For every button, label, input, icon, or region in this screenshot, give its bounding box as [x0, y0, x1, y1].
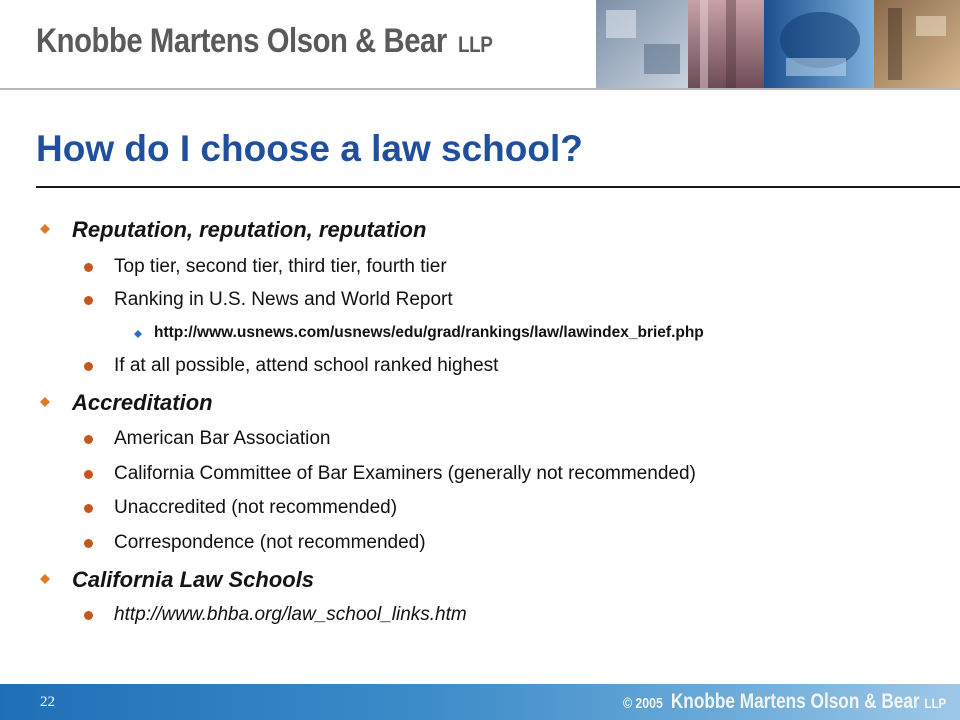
bullet-text: If at all possible, attend school ranked highest [114, 355, 499, 376]
bullet-text: Reputation, reputation, reputation [72, 217, 427, 242]
link-text[interactable]: http://www.usnews.com/usnews/edu/grad/rankings/law/lawindex_brief.php [154, 324, 704, 341]
diamond-bullet-icon [40, 224, 50, 234]
diamond-bullet-icon [40, 574, 50, 584]
diamond-bullet-icon [40, 397, 50, 407]
footer-brand-name: Knobbe Martens Olson & Bear [670, 690, 920, 713]
header-photo-collage [596, 0, 960, 88]
round-bullet-icon [84, 611, 93, 620]
diamond-bullet-icon [134, 330, 142, 338]
round-bullet-icon [84, 362, 93, 371]
firm-logo-suffix: LLP [457, 32, 493, 57]
bullet-text: California Law Schools [72, 567, 315, 592]
round-bullet-icon [84, 470, 93, 479]
round-bullet-icon [84, 263, 93, 272]
link-text[interactable]: http://www.bhba.org/law_school_links.htm [114, 604, 467, 625]
round-bullet-icon [84, 539, 93, 548]
slide-title: How do I choose a law school? [36, 128, 583, 169]
bullet-text: Top tier, second tier, third tier, fourth tier [114, 256, 447, 277]
bullet-text: Unaccredited (not recommended) [114, 497, 398, 518]
round-bullet-icon [84, 504, 93, 513]
photo-collage-image [596, 0, 960, 88]
slide-footer [0, 684, 960, 720]
footer-copyright: © 2005 [622, 695, 663, 712]
bullet-text: Ranking in U.S. News and World Report [114, 289, 453, 310]
header-divider [0, 88, 960, 90]
firm-logo-name: Knobbe Martens Olson & Bear [36, 22, 447, 60]
footer-brand-suffix: LLP [924, 695, 946, 711]
title-underline [36, 186, 960, 188]
bullet-text: California Committee of Bar Examiners (generally not recommended) [114, 463, 696, 484]
bullet-text: Accreditation [72, 390, 213, 415]
round-bullet-icon [84, 296, 93, 305]
bullet-text: Correspondence (not recommended) [114, 532, 426, 553]
slide-header [0, 0, 960, 90]
bullet-text: American Bar Association [114, 428, 331, 449]
page-number: 22 [40, 694, 55, 710]
firm-logo [36, 22, 492, 61]
footer-brand [623, 690, 946, 714]
round-bullet-icon [84, 435, 93, 444]
